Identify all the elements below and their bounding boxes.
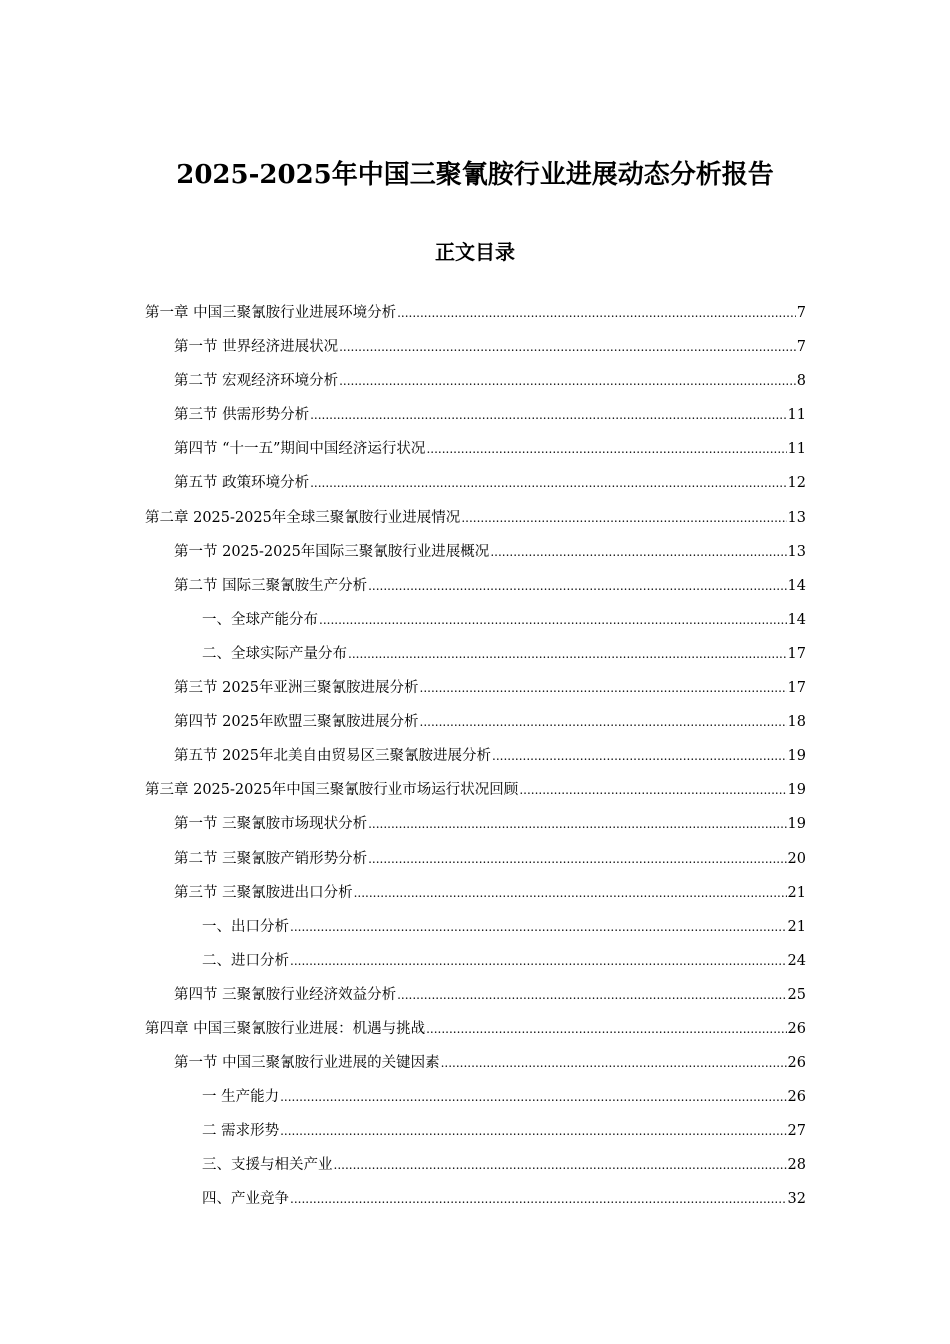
toc-entry[interactable] [145,673,806,707]
toc-entry-title: 一 生产能力 [202,1089,280,1106]
toc-entry-title: 第三节 2025年亚洲三聚氰胺进展分析 [174,680,419,697]
toc-entry-title: 二、进口分析 [202,952,289,969]
toc-entry[interactable] [145,946,806,980]
toc-leader-dots [348,639,787,669]
toc-leader-dots [461,503,786,533]
toc-entry-page-number: 18 [787,714,806,731]
toc-entry-page-number: 19 [787,816,806,833]
toc-entry-page-number: 21 [787,884,806,901]
toc-entry-page-number: 20 [787,850,806,867]
toc-entry-title: 第四节 “十一五”期间中国经济运行状况 [174,441,426,458]
toc-entry-page-number: 13 [787,509,806,526]
toc-leader-dots [290,912,787,942]
toc-entry-title: 一、全球产能分布 [202,611,318,628]
toc-entry-title: 三、支援与相关产业 [202,1157,333,1174]
toc-leader-dots [280,1082,786,1112]
toc-entry[interactable] [145,332,806,366]
toc-entry[interactable] [145,503,806,537]
toc-entry-page-number: 21 [787,918,806,935]
toc-entry-page-number: 28 [787,1157,806,1174]
toc-entry-title: 二、全球实际产量分布 [202,645,347,662]
toc-entry-page-number: 25 [787,986,806,1003]
toc-entry-page-number: 11 [787,441,806,458]
toc-entry[interactable] [145,298,806,332]
toc-leader-dots [397,980,786,1010]
toc-leader-dots [368,809,786,839]
toc-entry-title: 二 需求形势 [202,1123,280,1140]
toc-entry-page-number: 12 [787,475,806,492]
toc-entry[interactable] [145,366,806,400]
toc-leader-dots [368,571,786,601]
toc-entry-title: 第五节 政策环境分析 [174,475,310,492]
toc-heading: 正文目录 [435,240,515,264]
toc-entry-title: 第五节 2025年北美自由贸易区三聚氰胺进展分析 [174,748,492,765]
toc-leader-dots [354,878,787,908]
toc-entry-page-number: 26 [787,1089,806,1106]
toc-entry-page-number: 19 [787,782,806,799]
toc-leader-dots [334,1150,787,1180]
toc-entry[interactable] [145,400,806,434]
toc-entry-page-number: 14 [787,577,806,594]
toc-leader-dots [339,332,796,362]
toc-entry-page-number: 14 [787,611,806,628]
toc-entry-title: 第二章 2025-2025年全球三聚氰胺行业进展情况 [145,509,461,526]
toc-entry[interactable] [145,980,806,1014]
toc-entry[interactable] [145,1014,806,1048]
toc-entry-title: 第四节 2025年欧盟三聚氰胺进展分析 [174,714,419,731]
toc-entry[interactable] [145,1082,806,1116]
toc-entry-page-number: 11 [787,407,806,424]
toc-entry[interactable] [145,571,806,605]
toc-entry-page-number: 8 [796,373,806,390]
toc-entry[interactable] [145,1150,806,1184]
toc-leader-dots [319,605,787,635]
toc-entry-page-number: 17 [787,680,806,697]
toc-entry-page-number: 32 [787,1191,806,1208]
toc-leader-dots [368,844,786,874]
toc-entry-title: 第三节 供需形势分析 [174,407,310,424]
toc-entry[interactable] [145,809,806,843]
toc-entry-title: 第二节 三聚氰胺产销形势分析 [174,850,368,867]
toc-leader-dots [310,468,786,498]
toc-entry-title: 第四节 三聚氰胺行业经济效益分析 [174,986,397,1003]
document-title: 2025-2025年中国三聚氰胺行业进展动态分析报告 [176,160,774,190]
toc-leader-dots [310,400,786,430]
toc-entry[interactable] [145,741,806,775]
toc-entry-page-number: 17 [787,645,806,662]
toc-entry[interactable] [145,434,806,468]
toc-entry-page-number: 26 [787,1055,806,1072]
toc-leader-dots [290,946,787,976]
toc-leader-dots [420,673,787,703]
toc-entry-page-number: 24 [787,952,806,969]
toc-leader-dots [426,1014,786,1044]
toc-leader-dots [490,537,786,567]
toc-leader-dots [290,1184,787,1214]
toc-entry-page-number: 7 [796,339,806,356]
toc-entry[interactable] [145,537,806,571]
toc-entry-title: 第二节 国际三聚氰胺生产分析 [174,577,368,594]
toc-entry[interactable] [145,1116,806,1150]
toc-entry[interactable] [145,639,806,673]
toc-entry-title: 第三章 2025-2025年中国三聚氰胺行业市场运行状况回顾 [145,782,519,799]
toc-entry-title: 第四章 中国三聚氰胺行业进展：机遇与挑战 [145,1020,426,1037]
toc-entry-page-number: 7 [796,305,806,321]
toc-leader-dots [420,707,787,737]
toc-entry[interactable] [145,707,806,741]
toc-leader-dots [426,434,786,464]
toc-entry-title: 第一节 三聚氰胺市场现状分析 [174,816,368,833]
toc-leader-dots [441,1048,787,1078]
toc-entry[interactable] [145,1048,806,1082]
toc-entry-title: 第一节 中国三聚氰胺行业进展的关键因素 [174,1055,440,1072]
toc-entry[interactable] [145,1184,806,1218]
toc-entry[interactable] [145,605,806,639]
toc-entry[interactable] [145,878,806,912]
toc-entry-page-number: 26 [787,1020,806,1037]
toc-entry-page-number: 27 [787,1123,806,1140]
toc-leader-dots [397,298,796,328]
toc-leader-dots [519,775,786,805]
toc-entry-title: 第一节 2025-2025年国际三聚氰胺行业进展概况 [174,543,490,560]
toc-entry[interactable] [145,468,806,502]
toc-entry[interactable] [145,775,806,809]
toc-entry-title: 一、出口分析 [202,918,289,935]
toc-entry[interactable] [145,912,806,946]
toc-leader-dots [339,366,796,396]
table-of-contents [145,298,806,1219]
toc-entry-title: 第二节 宏观经济环境分析 [174,373,339,390]
toc-entry-title: 第一节 世界经济进展状况 [174,339,339,356]
toc-entry-title: 第三节 三聚氰胺进出口分析 [174,884,353,901]
toc-entry-title: 四、产业竞争 [202,1191,289,1208]
toc-leader-dots [280,1116,786,1146]
toc-entry-title: 第一章 中国三聚氰胺行业进展环境分析 [145,305,397,321]
toc-entry-page-number: 19 [787,748,806,765]
toc-entry-page-number: 13 [787,543,806,560]
toc-leader-dots [492,741,787,771]
toc-entry[interactable] [145,844,806,878]
